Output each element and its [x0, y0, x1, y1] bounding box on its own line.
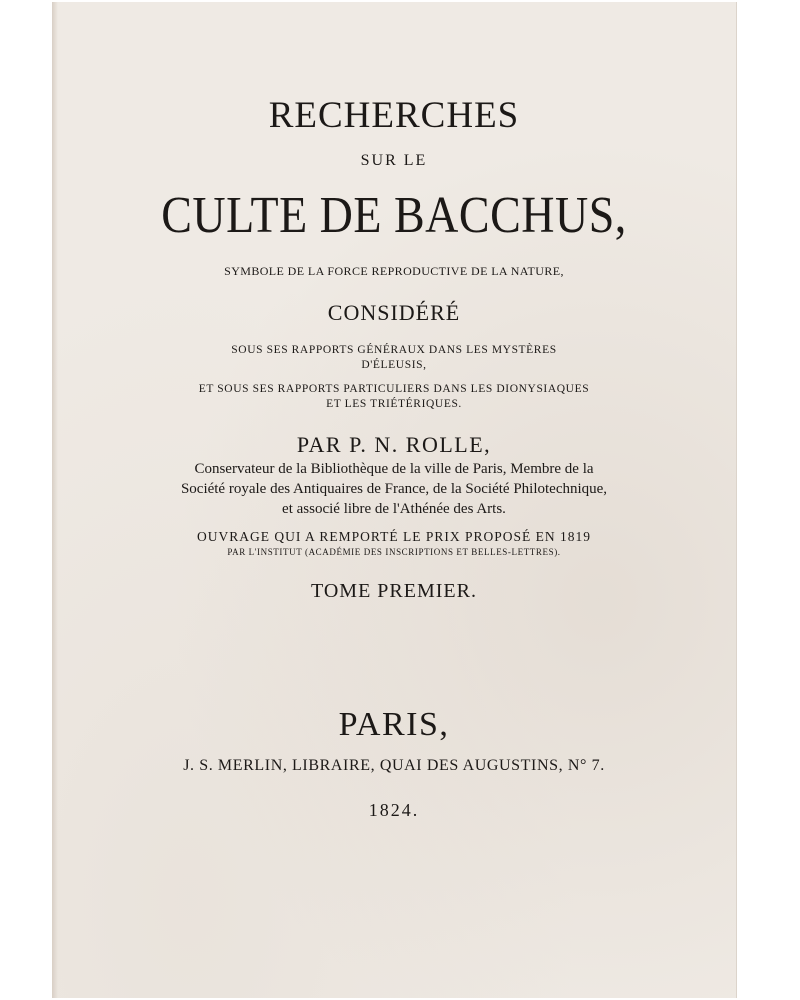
author-description-1: Conservateur de la Bibliothèque de la ville de Paris, Membre de la [194, 461, 594, 477]
context-line-4: ET LES TRIÉTÉRIQUES. [326, 398, 462, 410]
author-description-3: et associé libre de l'Athénée des Arts. [282, 501, 506, 517]
context-line-2: D'ÉLEUSIS, [361, 359, 427, 371]
author-line: PAR P. N. ROLLE, [296, 432, 492, 457]
considere-heading: CONSIDÉRÉ [327, 300, 461, 325]
volume-label: TOME PREMIER. [311, 580, 477, 602]
subtitle: SYMBOLE DE LA FORCE REPRODUCTIVE DE LA NATURE, [224, 264, 564, 278]
imprint-publisher: J. S. MERLIN, LIBRAIRE, QUAI DES AUGUSTINS, N° 7. [183, 757, 605, 774]
title-line-2: CULTE DE BACCHUS, [161, 185, 627, 244]
author-description-2: Société royale des Antiquaires de France, de la Société Philotechnique, [180, 481, 608, 497]
context-line-1: SOUS SES RAPPORTS GÉNÉRAUX DANS LES MYSTÈRES [231, 344, 557, 356]
prize-line-1: OUVRAGE QUI A REMPORTÉ LE PRIX PROPOSÉ EN 1819 [197, 529, 591, 544]
imprint-year: 1824. [368, 800, 420, 820]
title-page [52, 2, 736, 998]
title-connector: SUR LE [360, 152, 428, 169]
title-line-1: RECHERCHES [268, 95, 520, 136]
imprint-city: PARIS, [338, 706, 450, 743]
prize-line-2: PAR L'INSTITUT (ACADÉMIE DES INSCRIPTIONS ET BELLES-LETTRES). [227, 547, 561, 557]
context-line-3: ET SOUS SES RAPPORTS PARTICULIERS DANS LES DIONYSIAQUES [198, 383, 590, 395]
